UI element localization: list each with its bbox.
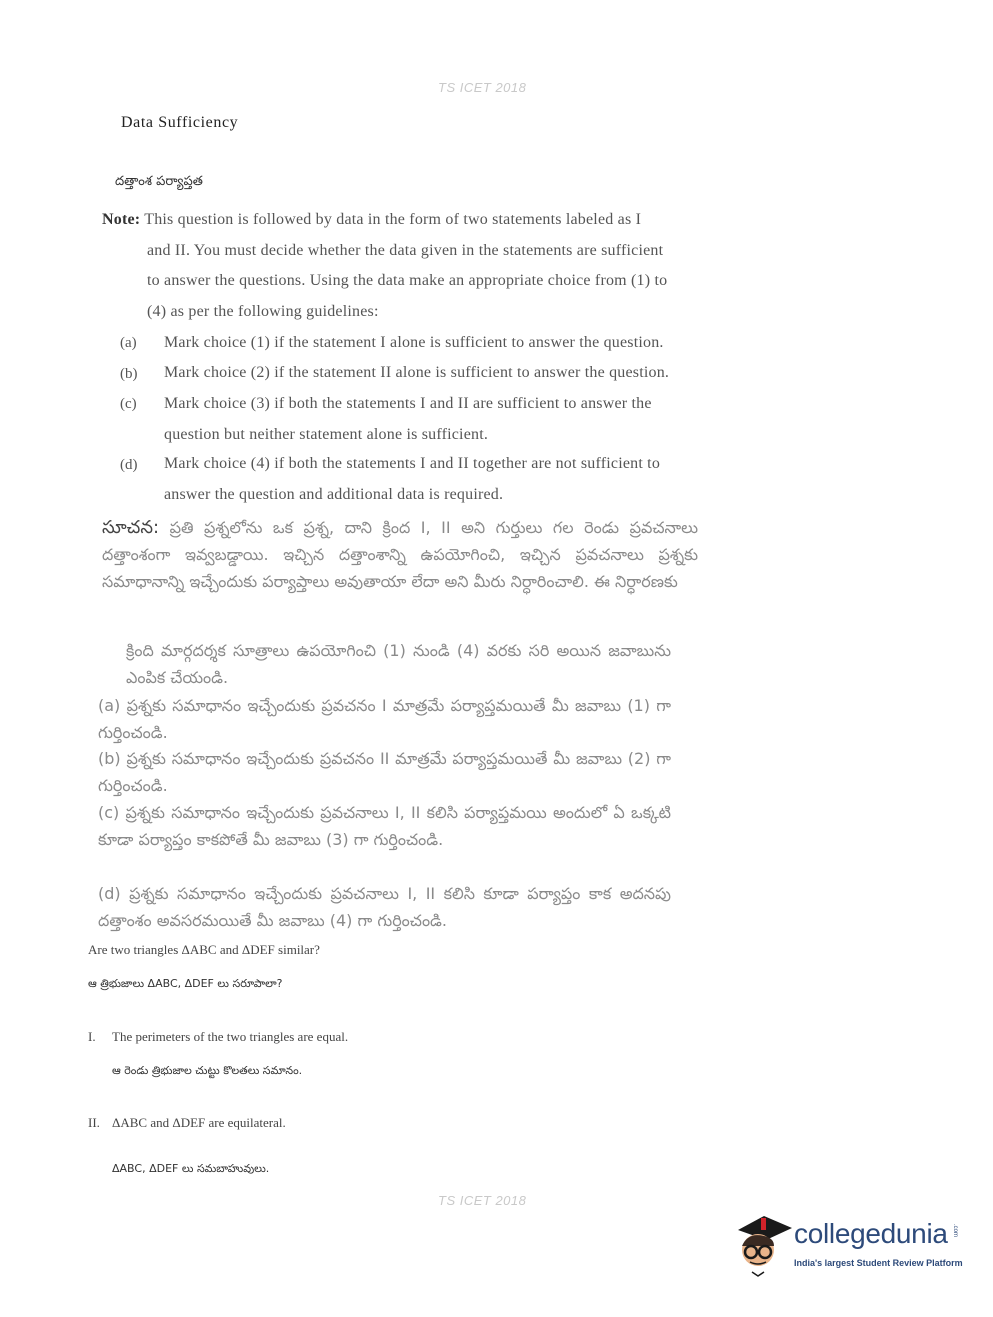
note-te-para-2: క్రింది మార్గదర్శక సూత్రాలు ఉపయోగించి (1) నుండి (4) వరకు సరి అయిన జవాబును ఎంపిక చేయండి.	[126, 641, 671, 687]
footer-watermark: TS ICET 2018	[438, 1193, 527, 1208]
note-te-option-d: (d) ప్రశ్నకు సమాధానం ఇచ్చేందుకు ప్రవచనాలు I, II కలిసి కూడా పర్యాప్తం కాక అదనపు దత్తాంశం అవసరమయితే మీ జవాబు (4) గా గుర్తించండి.	[98, 884, 671, 930]
note-te-option-b: (b) ప్రశ్నకు సమాధానం ఇచ్చేందుకు ప్రవచనం II మాత్రమే పర్యాప్తమయితే మీ జవాబు (2) గా గుర్తించండి.	[98, 749, 671, 795]
section-title-te: దత్తాంశ పర్యాప్తత	[115, 174, 203, 189]
note-line-3: to answer the questions. Using the data make an appropriate choice from (1) to	[147, 272, 668, 289]
collegedunia-logo	[734, 1208, 964, 1288]
note-te-option-c: (c) ప్రశ్నకు సమాధానం ఇచ్చేందుకు ప్రవచనాలు I, II కలిసి పర్యాప్తమయి అందులో ఏ ఒక్కటి కూడా పర్యాప్తం కాకపోతే మీ జవాబు (3) గా గుర్తించండి.	[98, 803, 671, 849]
question-te: ఆ త్రిభుజాలు ΔABC, ΔDEF లు సరూపాలా?	[88, 977, 283, 990]
note-line-1: Note: This question is followed by data in the form of two statements labeled as I	[102, 211, 642, 228]
header-watermark: TS ICET 2018	[438, 80, 527, 95]
note-te-option-a: (a) ప్రశ్నకు సమాధానం ఇచ్చేందుకు ప్రవచనం I మాత్రమే పర్యాప్తమయితే మీ జవాబు (1) గా గుర్తించండి.	[98, 696, 671, 742]
statement-2-en: ΔABC and ΔDEF are equilateral.	[112, 1115, 286, 1130]
statement-1-en: The perimeters of the two triangles are equal.	[112, 1029, 349, 1044]
logo-tagline: India's largest Student Review Platform	[794, 1258, 963, 1268]
logo-wordmark: collegedunia	[794, 1218, 948, 1249]
question-en: Are two triangles ΔABC and ΔDEF similar?	[88, 942, 320, 957]
note-line-4: (4) as per the following guidelines:	[147, 303, 379, 320]
statement-1-te: ఆ రెండు త్రిభుజాల చుట్టు కొలతలు సమానం.	[112, 1064, 303, 1077]
statement-2-te: ΔABC, ΔDEF లు సమబాహువులు.	[112, 1162, 270, 1175]
mascot-icon	[734, 1210, 794, 1280]
note-te-label: సూచన:	[102, 517, 160, 538]
logo-suffix: .com	[952, 1224, 958, 1238]
note-line-2: and II. You must decide whether the data given in the statements are sufficient	[147, 242, 664, 259]
section-title: Data Sufficiency	[121, 114, 239, 131]
note-label: Note:	[102, 211, 141, 228]
note-te-para-1: సూచన: ప్రతి ప్రశ్నలోను ఒక ప్రశ్న, దాని క్రింద I, II అని గుర్తులు గల రెండు ప్రవచనాలు దత్తాంశంగా ఇవ్వబడ్డాయి. ఇచ్చిన దత్తాంశాన్ని ఉపయోగించి, ఇచ్చిన ప్రవచనాలు ప్రశ్నకు సమాధానాన్ని ఇచ్చేందుకు పర్యాప్తాలు అవుతాయా లేదా అని మీరు నిర్ధారించాలి. ఈ నిర్ధారణకు	[102, 517, 698, 591]
